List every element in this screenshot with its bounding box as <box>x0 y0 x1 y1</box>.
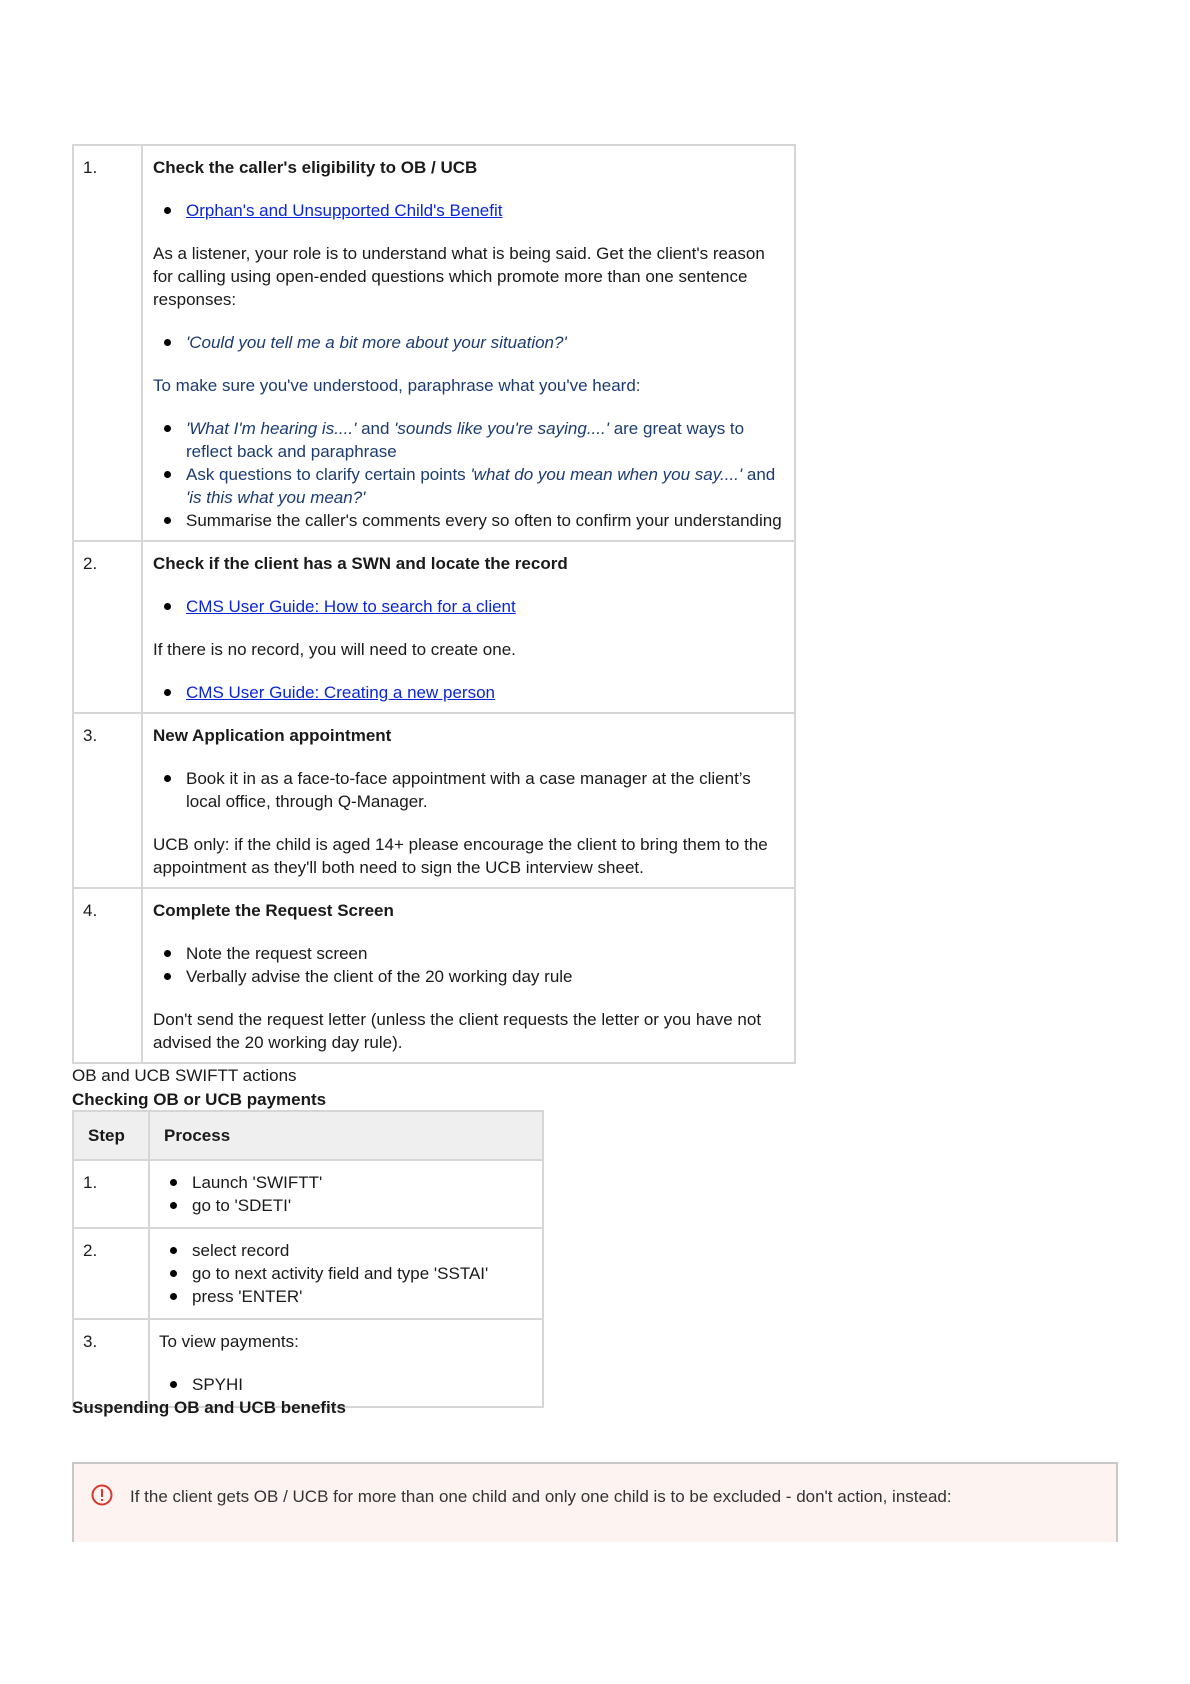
bullet-list <box>159 1171 533 1217</box>
bullet-list <box>153 767 782 813</box>
process-cell <box>149 1319 543 1407</box>
step-number: 1. <box>73 1160 149 1228</box>
orphans-benefit-link[interactable]: Orphan's and Unsupported Child's Benefit <box>186 201 503 220</box>
quote: 'Could you tell me a bit more about your situation?' <box>186 333 567 352</box>
step-title: Check the caller's eligibility to OB / UCB <box>153 158 478 177</box>
paragraph: To make sure you've understood, paraphrase what you've heard: <box>153 376 641 395</box>
list-item: select record <box>192 1239 533 1262</box>
step-number: 1. <box>73 145 142 541</box>
list-item <box>186 463 782 509</box>
table-row <box>73 145 795 541</box>
process-cell <box>149 1160 543 1228</box>
bullet-list <box>153 331 782 354</box>
step-content <box>142 888 795 1063</box>
step-number: 3. <box>73 713 142 888</box>
bullet-list <box>153 595 782 618</box>
table-row <box>73 1319 543 1407</box>
bullet-list <box>153 199 782 222</box>
text: Ask questions to clarify certain points <box>186 465 471 484</box>
quote: 'What I'm hearing is....' <box>186 419 357 438</box>
step-content <box>142 541 795 713</box>
paragraph: Don't send the request letter (unless the client requests the letter or you have not advised the 20 working day rule). <box>153 1010 762 1052</box>
table-row <box>73 541 795 713</box>
text: and <box>742 465 776 484</box>
paragraph: To view payments: <box>159 1332 299 1351</box>
column-header-process: Process <box>149 1111 543 1160</box>
step-content <box>142 713 795 888</box>
list-item <box>186 417 782 463</box>
list-item: Note the request screen <box>186 942 782 965</box>
step-number: 2. <box>73 1228 149 1319</box>
list-item <box>186 331 782 354</box>
list-item: press 'ENTER' <box>192 1285 533 1308</box>
bullet-list <box>153 681 782 704</box>
suspending-benefits-heading: Suspending OB and UCB benefits <box>72 1398 346 1417</box>
process-cell <box>149 1228 543 1319</box>
create-person-link[interactable]: CMS User Guide: Creating a new person <box>186 683 495 702</box>
bullet-list <box>159 1373 533 1396</box>
bullet-list <box>159 1239 533 1308</box>
text: are great ways to reflect back and paraphrase <box>186 419 745 461</box>
table-row <box>73 713 795 888</box>
checking-payments-heading: Checking OB or UCB payments <box>72 1090 327 1109</box>
list-item: Book it in as a face-to-face appointment with a case manager at the client’s local office, through Q-Manager. <box>186 767 782 813</box>
alert-text: If the client gets OB / UCB for more than one child and only one child is to be excluded - don't action, instead: <box>130 1487 952 1506</box>
list-item <box>186 681 782 704</box>
warning-circle-icon <box>91 1484 113 1506</box>
table-row <box>73 888 795 1063</box>
steps-table <box>72 144 796 1064</box>
table-header-row <box>73 1111 543 1160</box>
quote: 'is this what you mean?' <box>186 488 366 507</box>
quote: 'sounds like you're saying....' <box>394 419 609 438</box>
list-item: go to next activity field and type 'SSTAI' <box>192 1262 533 1285</box>
paragraph: As a listener, your role is to understand what is being said. Get the client's reason for calling using open-ended questions which promote more than one sentence responses: <box>153 244 765 309</box>
paragraph: If there is no record, you will need to create one. <box>153 640 516 659</box>
list-item: SPYHI <box>192 1373 533 1396</box>
list-item <box>186 595 782 618</box>
step-number: 4. <box>73 888 142 1063</box>
bullet-list <box>153 942 782 988</box>
list-item: Verbally advise the client of the 20 working day rule <box>186 965 782 988</box>
table-row <box>73 1160 543 1228</box>
swiftt-table <box>72 1110 544 1408</box>
list-item <box>186 199 782 222</box>
step-title: Check if the client has a SWN and locate the record <box>153 554 568 573</box>
bullet-list <box>153 417 782 532</box>
list-item: Launch 'SWIFTT' <box>192 1171 533 1194</box>
list-item <box>186 509 782 532</box>
step-title: New Application appointment <box>153 726 392 745</box>
step-content <box>142 145 795 541</box>
step-number: 2. <box>73 541 142 713</box>
quote: 'what do you mean when you say....' <box>470 465 743 484</box>
warning-alert <box>72 1462 1118 1542</box>
table-row <box>73 1228 543 1319</box>
search-client-link[interactable]: CMS User Guide: How to search for a client <box>186 597 516 616</box>
column-header-step: Step <box>73 1111 149 1160</box>
list-item: go to 'SDETI' <box>192 1194 533 1217</box>
step-number: 3. <box>73 1319 149 1407</box>
step-title: Complete the Request Screen <box>153 901 394 920</box>
table-caption: OB and UCB SWIFTT actions <box>72 1066 297 1085</box>
paragraph: UCB only: if the child is aged 14+ please encourage the client to bring them to the appointment as they'll both need to sign the UCB interview sheet. <box>153 835 768 877</box>
text: and <box>356 419 395 438</box>
text: Summarise the caller's comments every so often to confirm your understanding <box>186 511 782 530</box>
